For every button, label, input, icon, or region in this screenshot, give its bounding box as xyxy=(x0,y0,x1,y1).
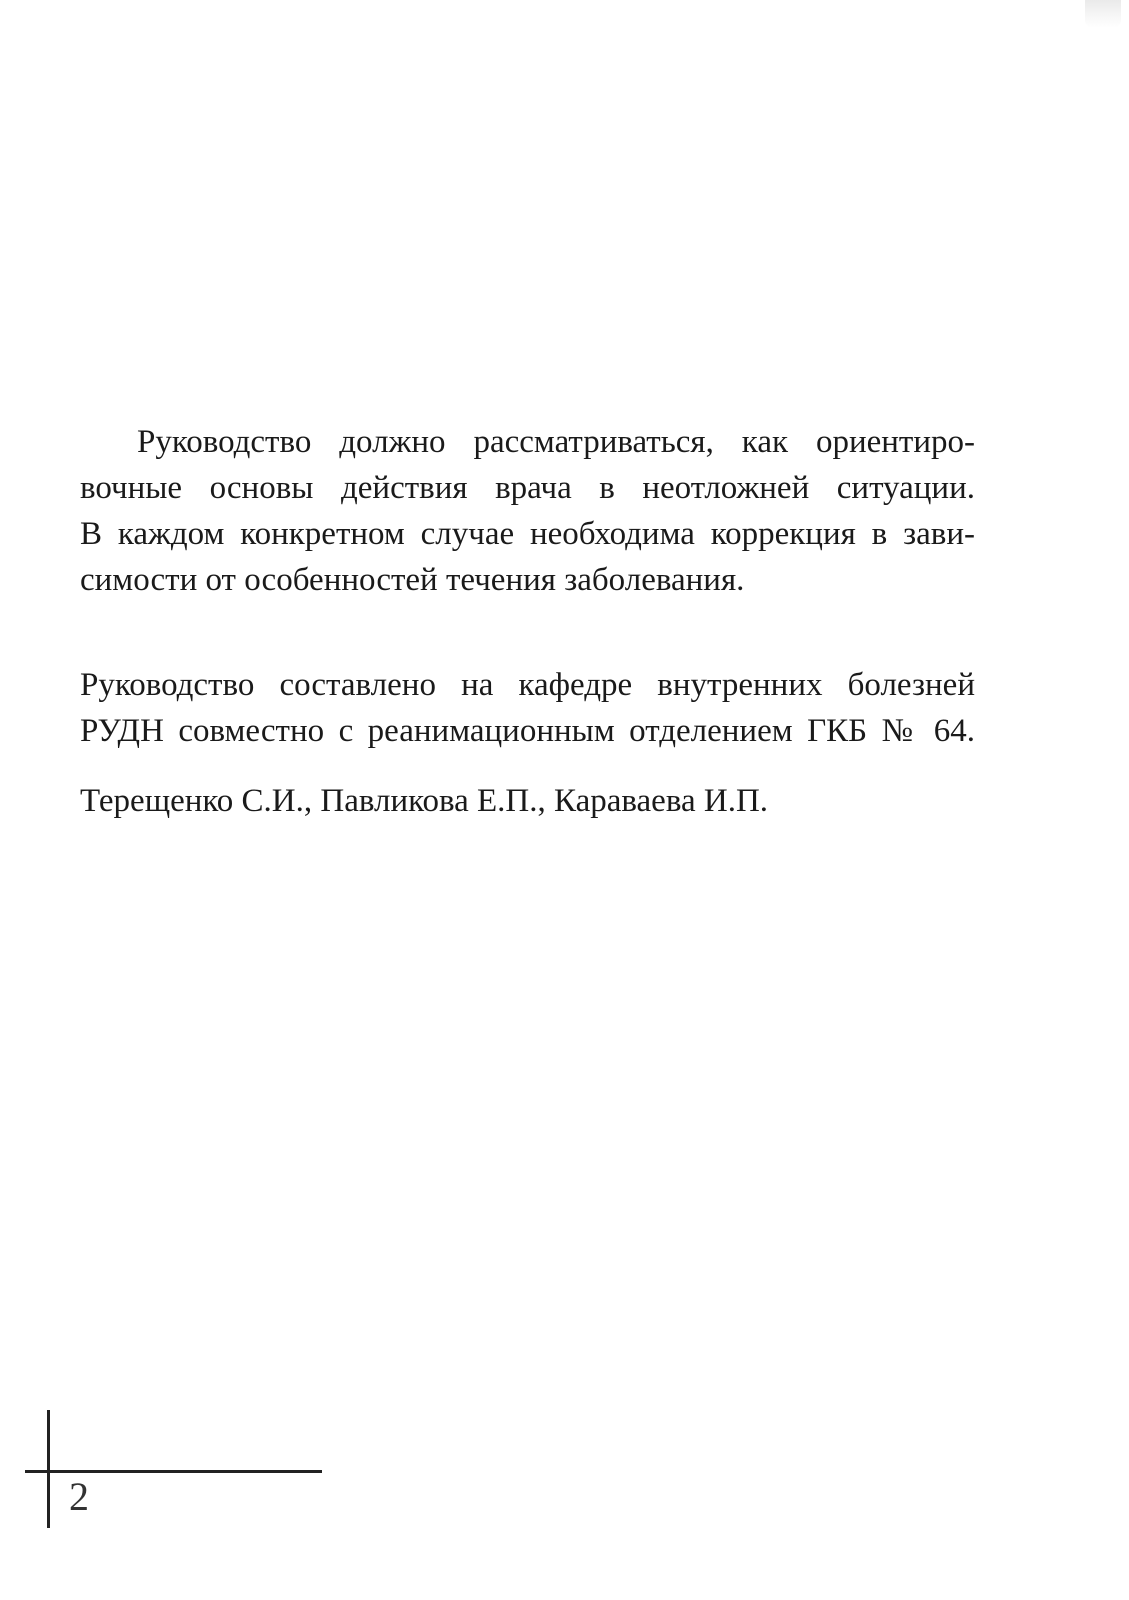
corner-vertical-rule xyxy=(47,1410,50,1528)
intro-line-2: вочные основы действия врача в неотложней ситуации. xyxy=(80,470,975,506)
intro-line-3: В каждом конкретном случае необходима коррекция в зави- xyxy=(80,516,975,552)
page-corner-mark xyxy=(25,1410,330,1540)
intro-line-4: симости от особенностей течения заболевания. xyxy=(80,562,745,598)
affiliation-paragraph xyxy=(80,662,975,754)
scan-artifact xyxy=(1085,0,1121,28)
affiliation-line-2: РУДН совместно с реанимационным отделением ГКБ № 64. xyxy=(80,713,975,749)
intro-paragraph xyxy=(80,419,975,603)
affiliation-line-1: Руководство составлено на кафедре внутренних болезней xyxy=(80,667,975,703)
page-number: 2 xyxy=(69,1474,89,1519)
intro-line-1: Руководство должно рассматриваться, как ориентиро- xyxy=(137,424,975,460)
authors-line: Терещенко С.И., Павликова Е.П., Караваева И.П. xyxy=(80,783,769,819)
